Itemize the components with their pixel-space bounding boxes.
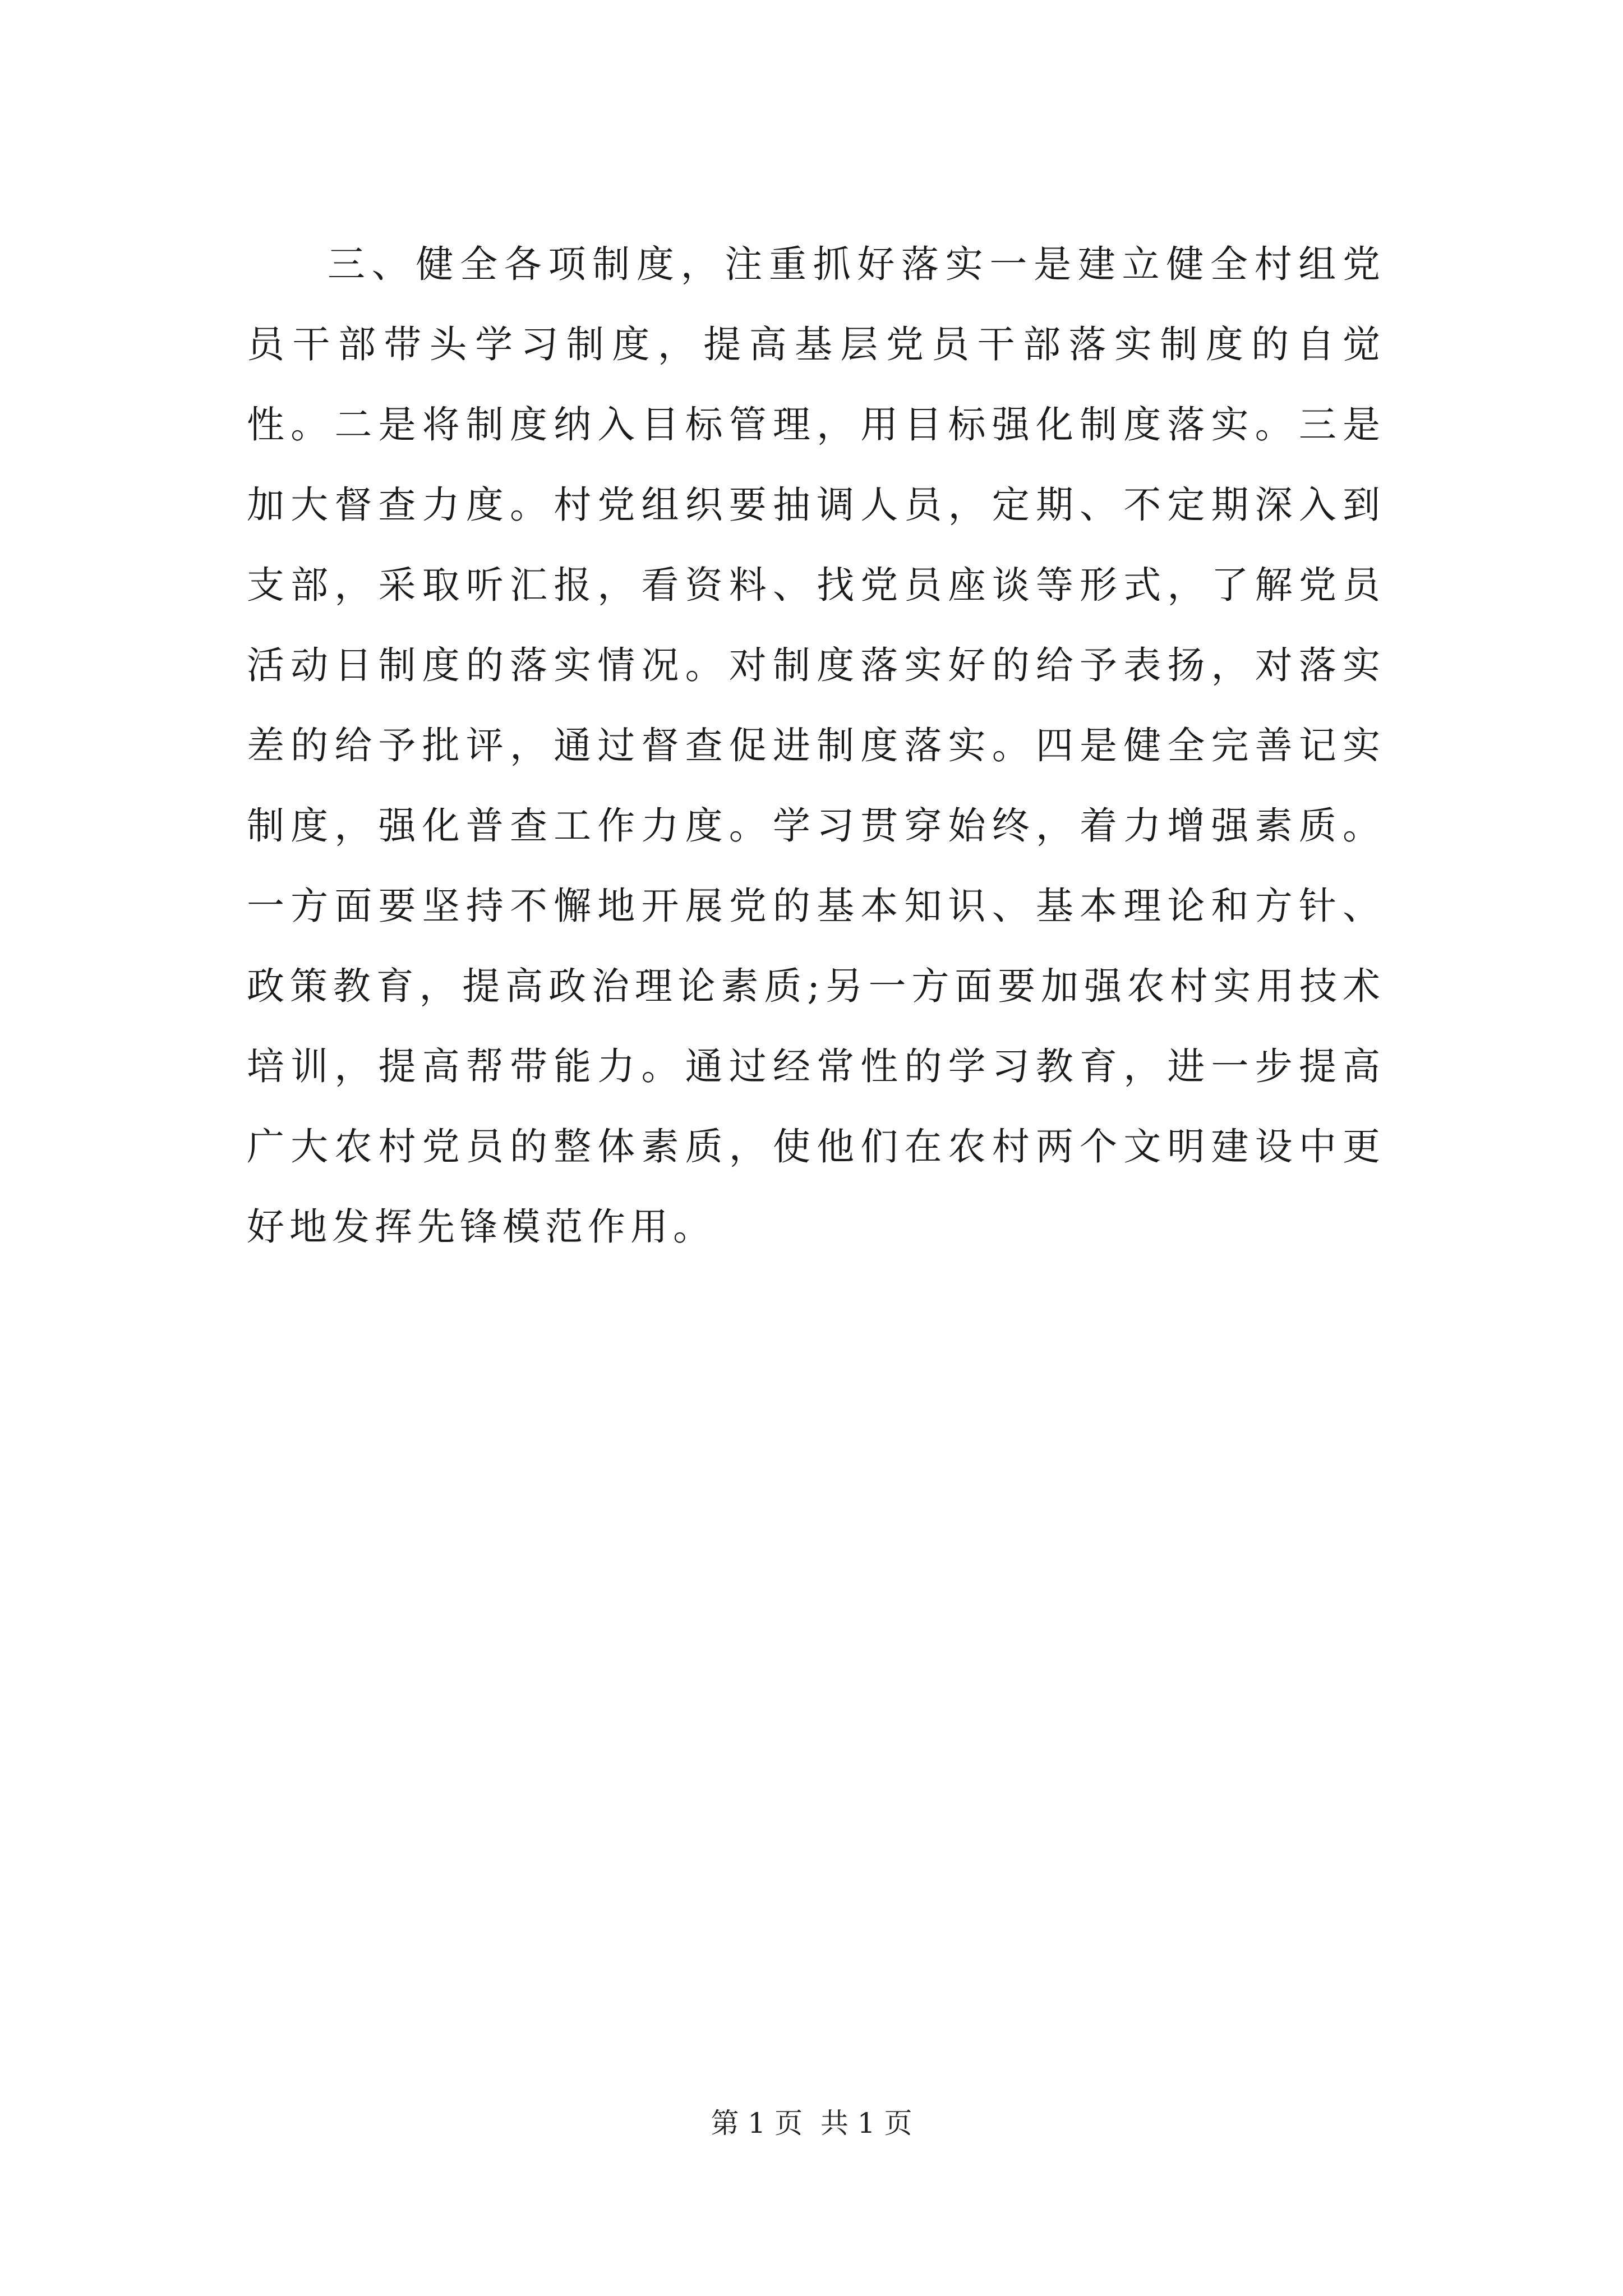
body-paragraph: 三、健全各项制度，注重抓好落实一是建立健全村组党员干部带头学习制度，提高基层党员干部落实制度的自觉性。二是将制度纳入目标管理，用目标强化制度落实。三是加大督查力度。村党组织要抽调人员，定期、不定期深入到支部，采取听汇报，看资料、找党员座谈等形式，了解党员活动日制度的落实情况。对制度落实好的给予表扬，对落实差的给予批评，通过督查促进制度落实。四是健全完善记实制度，强化普查工作力度。学习贯穿始终，着力增强素质。一方面要坚持不懈地开展党的基本知识、基本理论和方针、政策教育，提高政治理论素质;另一方面要加强农村实用技术培训，提高帮带能力。通过经常性的学习教育，进一步提高广大农村党员的整体素质，使他们在农村两个文明建设中更好地发挥先锋模范作用。 <box>247 242 1385 1249</box>
page-number-label: 第 1 页 共 1 页 <box>711 2107 912 2139</box>
page-footer <box>0 2104 1623 2143</box>
